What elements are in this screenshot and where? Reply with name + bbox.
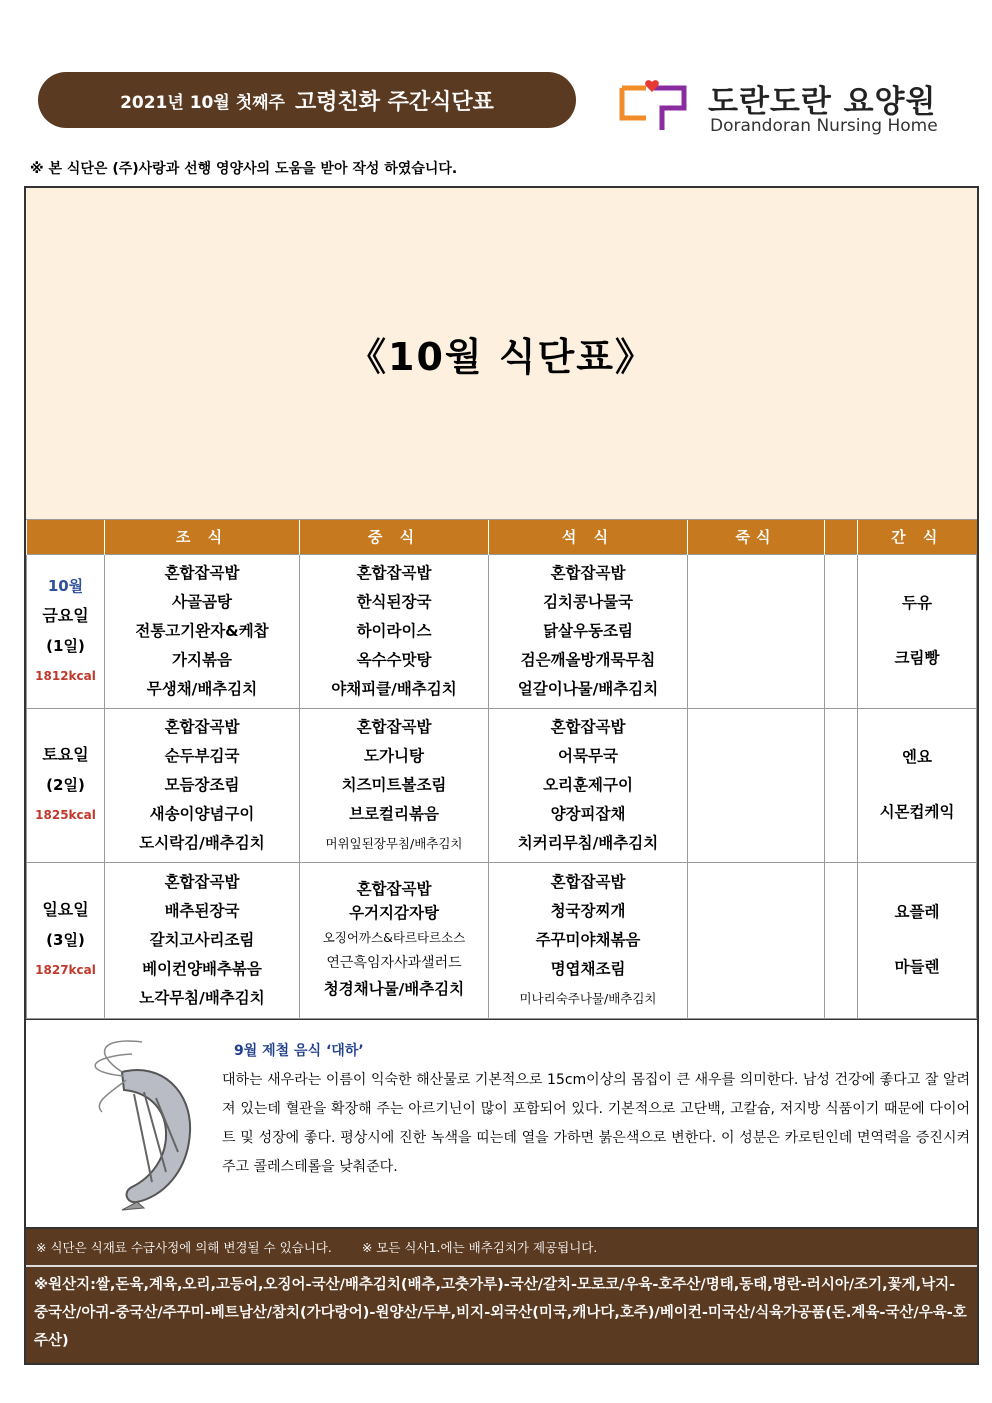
menu-item: 옥수수맛탕 (356, 650, 432, 669)
snack-item: 요플레 (894, 903, 940, 921)
day-cell (27, 708, 105, 862)
origin-info: ※원산지:쌀,돈육,계육,오리,고등어,오징어-국산/배추김치(배추,고춧가루)-국산/갈치-모로코/우육-호주산/명태,동태,명란-러시아/조기,꽃게,낙지-중국산/아귀-중국산/주꾸미-베트남산/참치(가다랑어)-원양산/두부,비지-외국산(미국,캐나다,호주)/베이컨-미국산/식육가공품(돈.계육-국산/우육-호주산) (26, 1265, 977, 1363)
menu-item: 배추된장국 (164, 901, 240, 920)
day-number: (2일) (46, 776, 85, 794)
menu-item: 양장피잡채 (550, 804, 626, 823)
menu-item: 혼합잡곡밥 (550, 717, 626, 736)
banner-title: 《10월 식단표》 (348, 335, 655, 379)
menu-item: 노각무침/배추김치 (139, 988, 265, 1007)
snack-item: 두유 (902, 594, 932, 612)
logo-korean: 도란도란 요양원 (708, 84, 937, 120)
day-month: 10월 (47, 577, 84, 595)
seasonal-food-body: 대하는 새우라는 이름이 익숙한 해산물로 기본적으로 15cm이상의 몸집이 큰 새우를 의미한다. 남성 건강에 좋다고 잘 알려져 있는데 혈관을 확장해 주는 아르기닌이 많이 포함되어 있다. 기본적으로 고단백, 고칼슘, 저지방 식품이기 때문에 다이어트 및 성장에 좋다. 평상시에 진한 녹색을 띠는데 열을 가하면 붉은색으로 변한다. 이 성분은 카로틴인데 면역력을 증진시켜주고 콜레스테롤을 낮춰준다. (222, 1071, 970, 1175)
menu-item: 갈치고사리조림 (149, 930, 255, 949)
header-breakfast: 조 식 (105, 520, 300, 554)
table-row (27, 554, 977, 708)
menu-item: 도시락김/배추김치 (139, 833, 265, 852)
menu-item: 순두부김국 (164, 746, 240, 765)
seasonal-food-heading: 9월 제철 음식 ‘대하’ (234, 1042, 364, 1059)
menu-item: 얼갈이나물/배추김치 (517, 679, 659, 698)
notice-bar (26, 1227, 977, 1265)
menu-item: 머위잎된장무침/배추김치 (325, 835, 463, 851)
menu-item: 혼합잡곡밥 (164, 872, 240, 891)
menu-item: 모듬장조림 (164, 775, 240, 794)
snack-cell (858, 554, 977, 708)
menu-item: 김치콩나물국 (543, 592, 633, 611)
menu-item: 오징어까스&타르타르소스 (322, 930, 466, 945)
table-row (27, 708, 977, 862)
menu-item: 연근흑임자사과샐러드 (326, 955, 462, 971)
header-snack: 간 식 (858, 520, 977, 554)
menu-item: 베이컨양배추볶음 (142, 959, 262, 978)
menu-item: 무생채/배추김치 (146, 679, 258, 698)
spacer-cell (825, 554, 858, 708)
menu-item: 야채피클/배추김치 (331, 679, 457, 698)
banner (26, 188, 977, 520)
day-cell (27, 862, 105, 1018)
porridge-cell (688, 862, 825, 1018)
title-main: 고령친화 주간식단표 (294, 89, 494, 115)
dinner-cell (489, 708, 688, 862)
spacer-cell (825, 708, 858, 862)
breakfast-cell (105, 862, 300, 1018)
header-porridge: 죽식 (688, 520, 825, 554)
snack-item: 엔요 (902, 748, 932, 766)
snack-item: 마들렌 (894, 958, 940, 976)
title-week: 2021년 10월 첫째주 (120, 92, 285, 113)
logo-english: Dorandoran Nursing Home (710, 116, 938, 136)
menu-item: 미나리숙주나물/배추김치 (519, 990, 657, 1006)
lunch-cell (300, 554, 489, 708)
menu-item: 우거지감자탕 (349, 904, 439, 922)
shrimp-icon (82, 1032, 212, 1212)
day-name: 토요일 (42, 745, 89, 764)
day-number: (3일) (46, 931, 85, 949)
menu-table (26, 520, 977, 1019)
day-name: 금요일 (42, 606, 89, 625)
day-cell (27, 554, 105, 708)
day-kcal: 1827kcal (35, 963, 96, 977)
day-kcal: 1825kcal (35, 808, 96, 822)
page-title (38, 72, 576, 128)
menu-item: 치커리무침/배추김치 (517, 833, 659, 852)
breakfast-cell (105, 554, 300, 708)
day-number: (1일) (46, 637, 85, 655)
menu-item: 명엽채조림 (550, 959, 626, 978)
seasonal-food-section (26, 1019, 977, 1227)
menu-item: 하이라이스 (356, 621, 432, 640)
header-spacer (825, 520, 858, 554)
lunch-cell (300, 708, 489, 862)
menu-item: 혼합잡곡밥 (356, 717, 432, 736)
snack-item: 크림빵 (894, 649, 940, 667)
menu-item: 새송이양념구이 (149, 804, 255, 823)
menu-item: 치즈미트볼조림 (341, 775, 447, 794)
menu-item: 브로컬리볶음 (349, 804, 439, 823)
breakfast-cell (105, 708, 300, 862)
menu-item: 한식된장국 (356, 592, 432, 611)
notice-kimchi: ※ 모든 식사1.에는 배추김치가 제공됩니다. (361, 1239, 598, 1255)
logo (618, 74, 958, 138)
spacer-cell (825, 862, 858, 1018)
nutrition-note: ※ 본 식단은 (주)사랑과 선행 영양사의 도움을 받아 작성 하였습니다. (30, 161, 458, 177)
menu-item: 혼합잡곡밥 (164, 717, 240, 736)
lunch-cell (300, 862, 489, 1018)
menu-item: 청국장찌개 (550, 901, 626, 920)
snack-cell (858, 862, 977, 1018)
menu-item: 혼합잡곡밥 (550, 563, 626, 582)
menu-item: 전통고기완자&케찹 (135, 621, 269, 640)
header-lunch: 중 식 (300, 520, 489, 554)
menu-item: 도가니탕 (364, 746, 424, 765)
menu-item: 청경채나물/배추김치 (323, 980, 465, 998)
menu-item: 혼합잡곡밥 (356, 880, 432, 898)
header-day (27, 520, 105, 554)
menu-item: 혼합잡곡밥 (356, 563, 432, 582)
menu-item: 어묵무국 (558, 746, 618, 765)
dinner-cell (489, 862, 688, 1018)
menu-item: 혼합잡곡밥 (164, 563, 240, 582)
menu-item: 닭살우동조림 (543, 621, 633, 640)
logo-mark-icon (618, 78, 698, 134)
day-name: 일요일 (42, 900, 89, 919)
dinner-cell (489, 554, 688, 708)
menu-item: 오리훈제구이 (543, 775, 633, 794)
day-kcal: 1812kcal (35, 669, 96, 683)
table-row (27, 862, 977, 1018)
porridge-cell (688, 708, 825, 862)
menu-item: 주꾸미야채볶음 (535, 930, 641, 949)
notice-change: ※ 식단은 식재료 수급사정에 의해 변경될 수 있습니다. (36, 1239, 332, 1255)
menu-item: 혼합잡곡밥 (550, 872, 626, 891)
snack-item: 시몬컵케익 (879, 803, 955, 821)
menu-item: 사골곰탕 (172, 592, 232, 611)
menu-item: 가지볶음 (172, 650, 232, 669)
menu-item: 검은깨올방개묵무침 (520, 650, 656, 669)
porridge-cell (688, 554, 825, 708)
snack-cell (858, 708, 977, 862)
header-dinner: 석 식 (489, 520, 688, 554)
menu-frame (24, 186, 979, 1365)
menu-header-row (27, 520, 977, 554)
